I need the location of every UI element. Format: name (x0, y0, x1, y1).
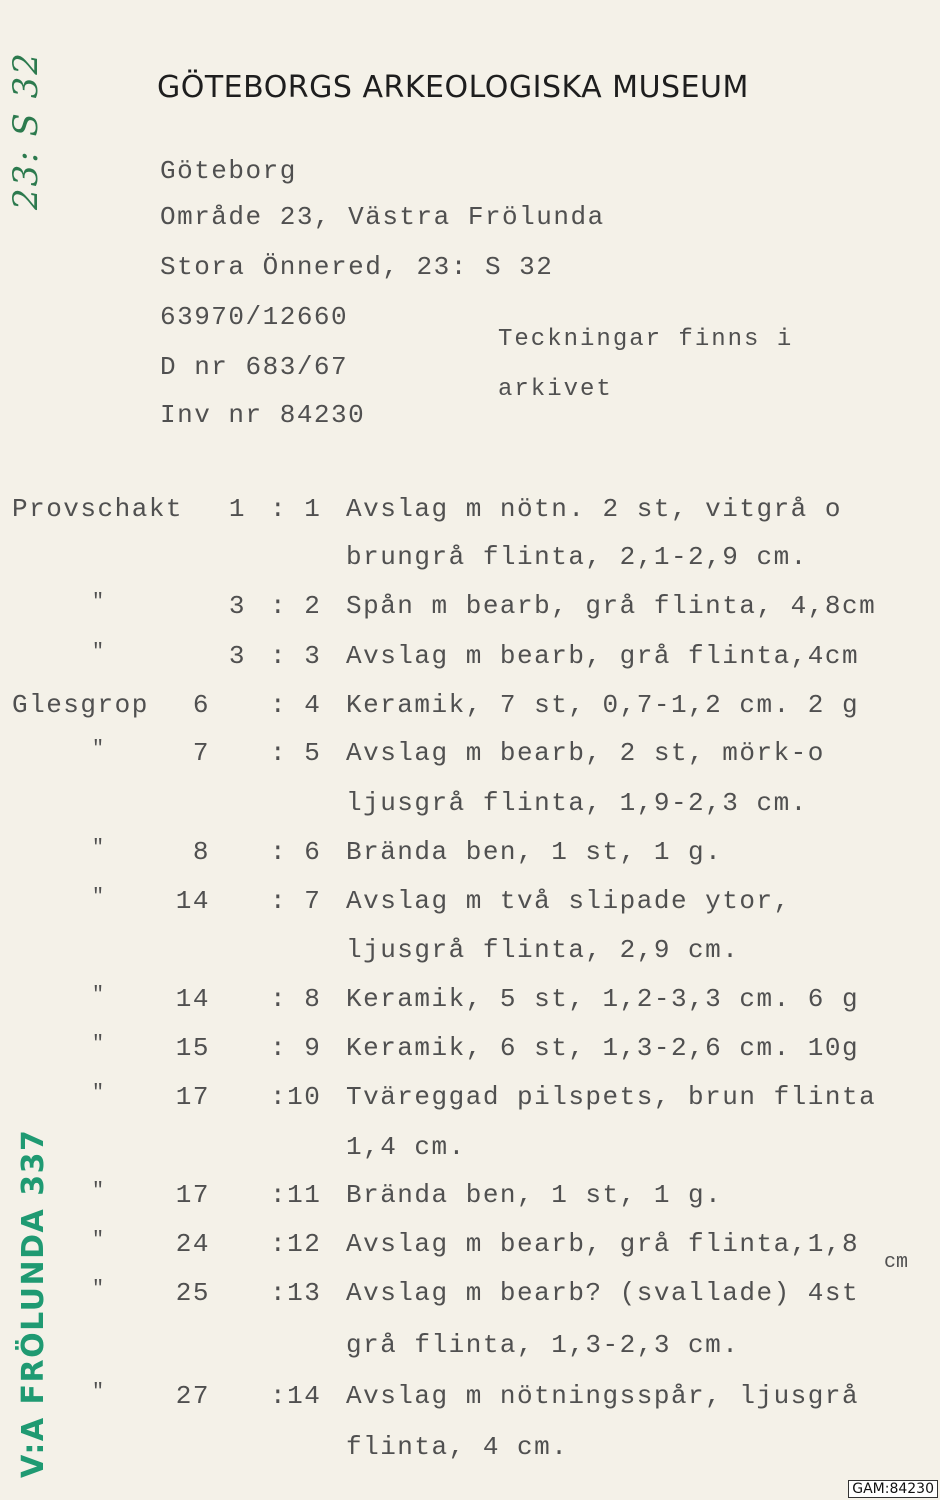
row-find-number: :11 (270, 1180, 322, 1210)
row-feature-number: 24 (175, 1229, 210, 1259)
row-description: Avslag m bearb, 2 st, mörk-o (346, 738, 825, 768)
handwritten-stamp: 23: S 32 (6, 51, 46, 210)
row-feature-number: 25 (175, 1278, 210, 1308)
row-description: flinta, 4 cm. (346, 1432, 569, 1462)
side-stamp: V:A FRÖLUNDA 337 (16, 1128, 51, 1478)
row-feature-number: 27 (175, 1381, 210, 1411)
row-location: Glesgrop (12, 690, 149, 720)
row-feature-number: 8 (192, 837, 210, 867)
header-site: Stora Önnered, 23: S 32 (160, 252, 554, 282)
row-description: Avslag m bearb, grå flinta,1,8 (346, 1229, 860, 1259)
row-feature-number: 6 (192, 690, 210, 720)
row-ditto-mark: " (92, 1033, 106, 1056)
row-description: 1,4 cm. (346, 1132, 466, 1162)
row-ditto-mark: " (92, 1180, 106, 1203)
row-find-number: :12 (270, 1229, 322, 1259)
row-ditto-mark: " (92, 641, 106, 664)
row-description: ljusgrå flinta, 2,9 cm. (346, 935, 740, 965)
row-description: Avslag m bearb, grå flinta,4cm (346, 641, 860, 671)
row-ditto-mark: " (92, 591, 106, 614)
header-dnr: D nr 683/67 (160, 352, 349, 382)
row-find-number: :13 (270, 1278, 322, 1308)
note-line-1: Teckningar finns i (498, 326, 794, 353)
row-description: Tväreggad pilspets, brun flinta (346, 1082, 877, 1112)
header-coordinates: 63970/12660 (160, 302, 349, 332)
row-description: Keramik, 7 st, 0,7-1,2 cm. 2 g (346, 690, 860, 720)
row-feature-number: 14 (175, 984, 210, 1014)
unit-annotation: cm (884, 1251, 909, 1274)
row-find-number: : 8 (270, 984, 322, 1014)
row-description: Keramik, 6 st, 1,3-2,6 cm. 10g (346, 1033, 860, 1063)
row-feature-number: 3 (228, 641, 246, 671)
row-ditto-mark: " (92, 738, 106, 761)
row-ditto-mark: " (92, 1229, 106, 1252)
row-description: ljusgrå flinta, 1,9-2,3 cm. (346, 788, 808, 818)
archive-label: GAM:84230 (848, 1480, 938, 1498)
row-description: Brända ben, 1 st, 1 g. (346, 1180, 723, 1210)
row-feature-number: 17 (175, 1180, 210, 1210)
row-find-number: : 7 (270, 886, 322, 916)
row-ditto-mark: " (92, 886, 106, 909)
row-feature-number: 1 (228, 494, 246, 524)
row-find-number: : 2 (270, 591, 322, 621)
row-description: grå flinta, 1,3-2,3 cm. (346, 1330, 740, 1360)
header-invnr: Inv nr 84230 (160, 400, 366, 430)
row-feature-number: 3 (228, 591, 246, 621)
row-find-number: :14 (270, 1381, 322, 1411)
museum-title: GÖTEBORGS ARKEOLOGISKA MUSEUM (157, 70, 749, 105)
row-location: Provschakt (12, 494, 184, 524)
row-feature-number: 17 (175, 1082, 210, 1112)
row-description: Spån m bearb, grå flinta, 4,8cm (346, 591, 877, 621)
row-description: Brända ben, 1 st, 1 g. (346, 837, 723, 867)
row-find-number: : 1 (270, 494, 322, 524)
row-ditto-mark: " (92, 984, 106, 1007)
row-ditto-mark: " (92, 1381, 106, 1404)
row-ditto-mark: " (92, 1278, 106, 1301)
row-find-number: : 5 (270, 738, 322, 768)
note-line-2: arkivet (498, 376, 613, 403)
row-feature-number: 14 (175, 886, 210, 916)
row-feature-number: 7 (192, 738, 210, 768)
row-description: Keramik, 5 st, 1,2-3,3 cm. 6 g (346, 984, 860, 1014)
row-find-number: : 3 (270, 641, 322, 671)
row-find-number: : 4 (270, 690, 322, 720)
row-ditto-mark: " (92, 1082, 106, 1105)
row-description: Avslag m bearb? (svallade) 4st (346, 1278, 860, 1308)
row-description: brungrå flinta, 2,1-2,9 cm. (346, 542, 808, 572)
header-city: Göteborg (160, 156, 297, 186)
row-description: Avslag m två slipade ytor, (346, 886, 791, 916)
row-description: Avslag m nötn. 2 st, vitgrå o (346, 494, 842, 524)
row-ditto-mark: " (92, 837, 106, 860)
row-description: Avslag m nötningsspår, ljusgrå (346, 1381, 860, 1411)
row-find-number: : 6 (270, 837, 322, 867)
row-find-number: : 9 (270, 1033, 322, 1063)
header-area: Område 23, Västra Frölunda (160, 202, 605, 232)
row-feature-number: 15 (175, 1033, 210, 1063)
row-find-number: :10 (270, 1082, 322, 1112)
